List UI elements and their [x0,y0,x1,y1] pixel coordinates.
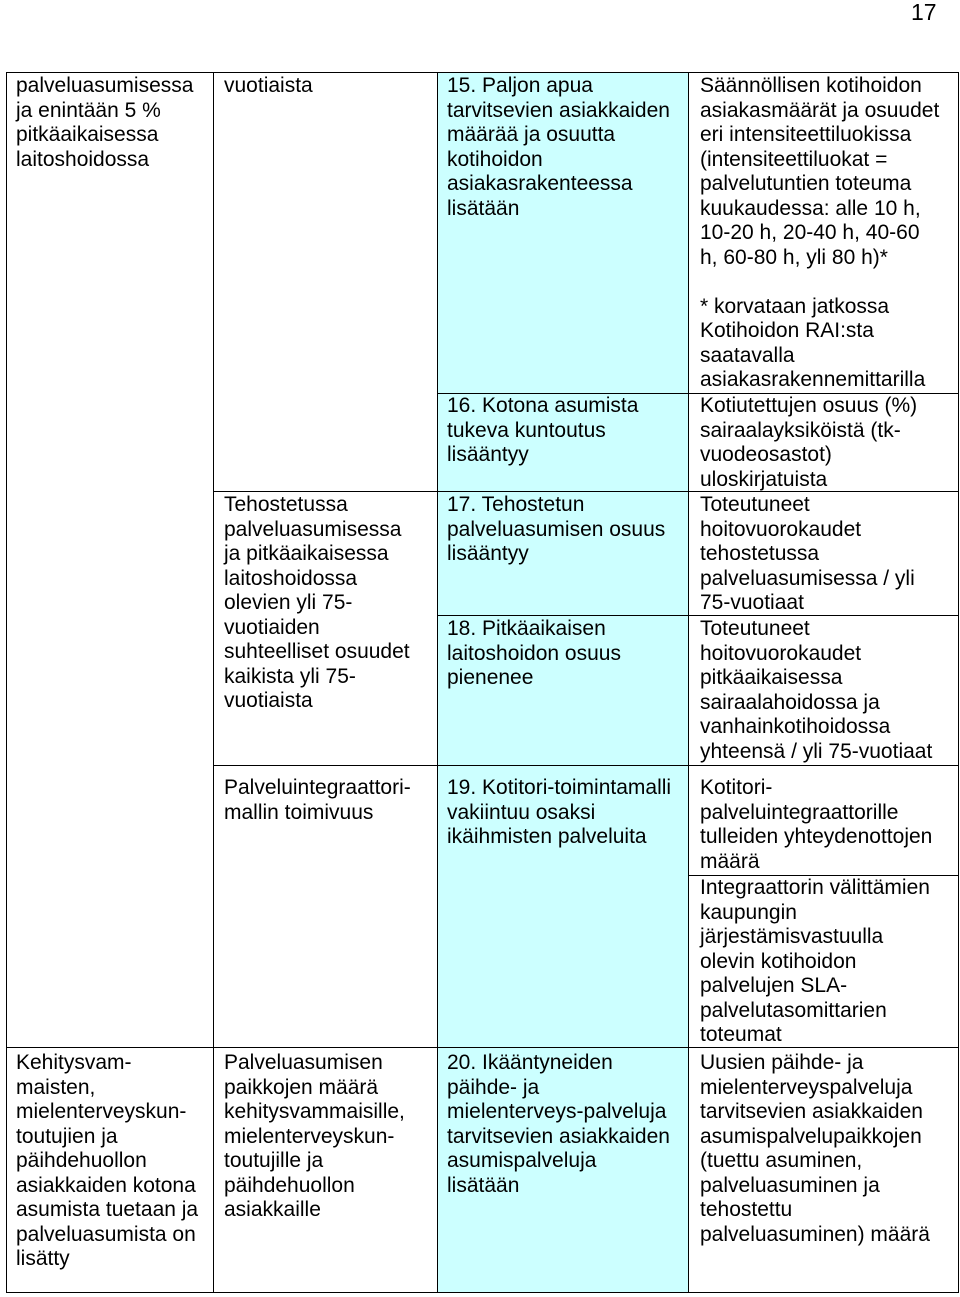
target-cell-continued: vuotiaista [224,74,313,97]
target-cell: Palveluintegraattori- mallin toimivuus [224,776,411,824]
table-border-right [958,72,959,1293]
metric-cell: Toteutuneet hoitovuorokaudet tehostetussa palveluasumisessa / yli 75-vuotiaat [700,493,915,614]
row-divider [213,765,959,766]
metric-cell: Säännöllisen kotihoidon asiakasmäärät ja osuudet eri intensiteettiluokissa (intensiteettiluokat = palvelutuntien toteuma kuukaudessa: alle 10 h, 10-20 h, 20-40 h, 40-60 h, 60-80 h, yli 80 h)* * korvataan jatkossa Kotihoidon RAI:sta saatavalla asiakasrakennemittarilla [700,74,940,391]
goal-cell-continued: palveluasumisessa ja enintään 5 % pitkäaikaisessa laitoshoidossa [16,74,194,171]
metric-cell: Toteutuneet hoitovuorokaudet pitkäaikaisessa sairaalahoidossa ja vanhainkotihoidossa yhteensä / yli 75-vuotiaat [700,617,933,763]
metric-cell: Integraattorin välittämien kaupungin järjestämisvastuulla olevin kotihoidon palvelujen SLA- palvelutasomittarien toteumat [700,876,930,1046]
table-border-top [6,72,959,73]
target-cell: Tehostetussa palveluasumisessa ja pitkäaikaisessa laitoshoidossa olevien yli 75- vuotiaiden suhteelliset osuudet kaikista yli 75- vuotiaista [224,493,410,712]
page-number: 17 [911,0,937,25]
target-cell: Palveluasumisen paikkojen määrä kehitysvammaisille, mielenterveyskun- toutujille ja päihdehuollon asiakkaille [224,1051,405,1221]
column-divider [213,72,214,1293]
metric-cell: Kotiutettujen osuus (%) sairaalayksiköistä (tk- vuodeosastot) uloskirjatuista [700,394,918,491]
objective-cell-20: 20. Ikääntyneiden päihde- ja mielenterveys-palveluja tarvitsevien asiakkaiden asumispalveluja lisätään [447,1051,670,1197]
metric-cell: Kotitori- palveluintegraattorille tulleiden yhteydenottojen määrä [700,776,933,873]
objective-cell-16: 16. Kotona asumista tukeva kuntoutus lisääntyy [447,394,639,466]
column-divider [437,72,438,1293]
table-border-bottom [6,1292,959,1293]
table-border-left [6,72,7,1293]
objective-cell-18: 18. Pitkäaikaisen laitoshoidon osuus pienenee [447,617,621,689]
goal-cell: Kehitysvam- maisten, mielenterveyskun- toutujien ja päihdehuollon asiakkaiden kotona asumista tuetaan ja palveluasumista on lisätty [16,1051,199,1270]
objective-cell-15: 15. Paljon apua tarvitsevien asiakkaiden määrää ja osuutta kotihoidon asiakasrakenteessa lisätään [447,74,670,220]
metric-cell: Uusien päihde- ja mielenterveyspalveluja tarvitsevien asiakkaiden asumispalvelupaikkojen (tuettu asuminen, palveluasuminen ja tehostettu palveluasuminen) määrä [700,1051,930,1246]
objective-cell-19: 19. Kotitori-toimintamalli vakiintuu osaksi ikäihmisten palveluita [447,776,672,848]
column-divider [688,72,689,1293]
objective-cell-17: 17. Tehostetun palveluasumisen osuus lisääntyy [447,493,666,565]
